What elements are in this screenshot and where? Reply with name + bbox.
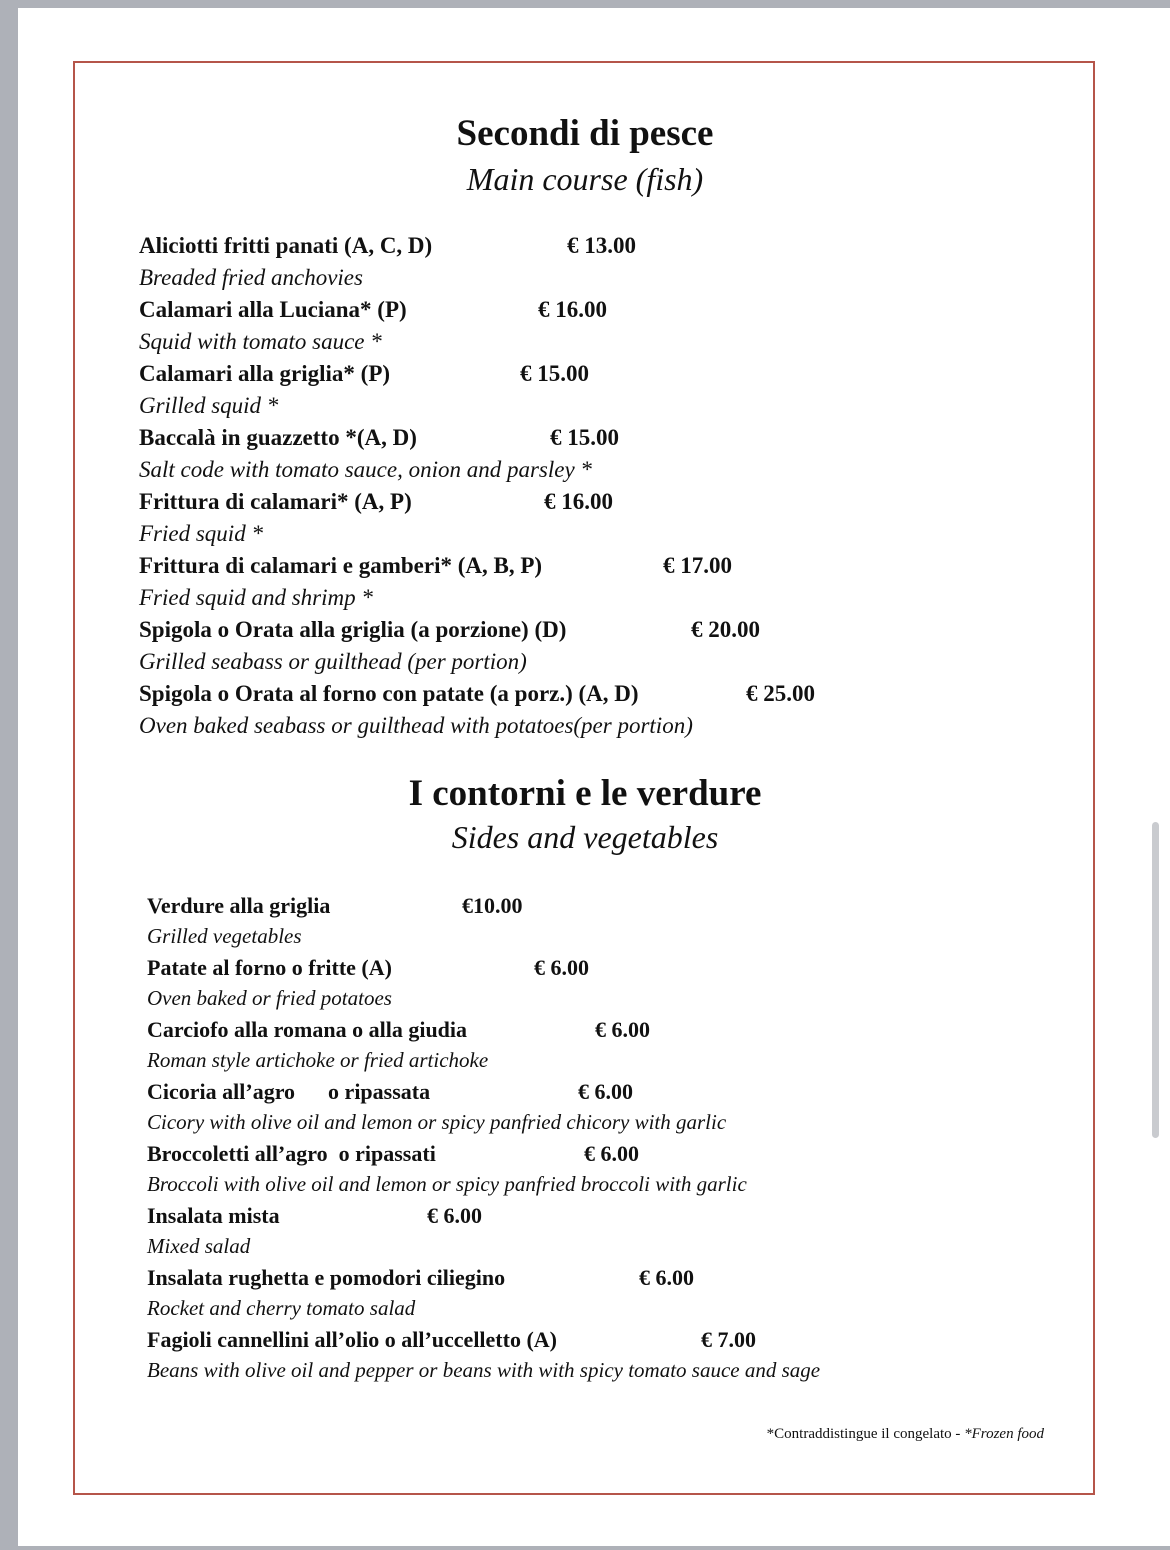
menu-item-price: €10.00 (462, 893, 523, 918)
menu-item-price: € 17.00 (663, 553, 732, 578)
menu-item-name: Calamari alla griglia* (P) (139, 361, 391, 386)
footnote (767, 1426, 1044, 1443)
menu-item-name: Insalata mista (147, 1203, 280, 1228)
menu-item-price: € 6.00 (639, 1265, 694, 1290)
menu-item-price: € 16.00 (544, 489, 613, 514)
menu-item-description: Mixed salad (147, 1234, 251, 1258)
menu-item-price: € 15.00 (550, 425, 619, 450)
menu-item-description: Grilled vegetables (147, 924, 302, 948)
menu-item-description: Fried squid * (139, 521, 263, 546)
menu-item-description: Rocket and cherry tomato salad (147, 1296, 416, 1320)
menu-item-description: Oven baked seabass or guilthead with potatoes(per portion) (139, 713, 693, 738)
menu-item-description: Breaded fried anchovies (139, 265, 363, 290)
menu-item-name: Verdure alla griglia (147, 893, 331, 918)
menu-item-name: Aliciotti fritti panati (A, C, D) (139, 233, 433, 258)
menu-item-description: Salt code with tomato sauce, onion and parsley * (139, 457, 592, 482)
menu-item-description: Roman style artichoke or fried artichoke (147, 1048, 489, 1072)
menu-item-price: € 6.00 (584, 1141, 639, 1166)
menu-item-price: € 6.00 (578, 1079, 633, 1104)
menu-item-price: € 16.00 (538, 297, 607, 322)
menu-item-name: Spigola o Orata alla griglia (a porzione) (D) (139, 617, 567, 642)
menu-item-price: € 25.00 (746, 681, 815, 706)
menu-item-description: Cicory with olive oil and lemon or spicy panfried chicory with garlic (147, 1110, 727, 1134)
menu-item-name: Spigola o Orata al forno con patate (a porz.) (A, D) (139, 681, 639, 706)
menu-item-price: € 6.00 (595, 1017, 650, 1042)
menu-item-name: Baccalà in guazzetto *(A, D) (139, 425, 417, 450)
menu-item-name: Patate al forno o fritte (A) (147, 955, 392, 980)
menu-item-price: € 6.00 (534, 955, 589, 980)
menu-item-name: Fagioli cannellini all’olio o all’uccelletto (A) (147, 1327, 557, 1352)
menu-item-name: Insalata rughetta e pomodori ciliegino (147, 1265, 506, 1290)
menu-item-description: Broccoli with olive oil and lemon or spicy panfried broccoli with garlic (147, 1172, 747, 1196)
menu-item-description: Grilled seabass or guilthead (per portion) (139, 649, 527, 674)
menu-item-price: € 15.00 (520, 361, 589, 386)
menu-item-name: Calamari alla Luciana* (P) (139, 297, 407, 322)
menu-item-description: Beans with olive oil and pepper or beans with with spicy tomato sauce and sage (147, 1358, 821, 1382)
menu-item-name: Frittura di calamari e gamberi* (A, B, P) (139, 553, 543, 578)
menu-item-name: Carciofo alla romana o alla giudia (147, 1017, 468, 1042)
footnote-frozen-food: *Frozen food (964, 1426, 1044, 1442)
menu-item-description: Squid with tomato sauce * (139, 329, 382, 354)
vertical-scrollbar[interactable] (1152, 822, 1159, 1138)
menu-item-name: Frittura di calamari* (A, P) (139, 489, 412, 514)
menu-item-description: Fried squid and shrimp * (139, 585, 373, 610)
menu-page (18, 8, 1170, 1546)
menu-item-description: Grilled squid * (139, 393, 279, 418)
menu-item-description: Oven baked or fried potatoes (147, 986, 392, 1010)
fish-section-subtitle: Main course (fish) (466, 161, 704, 197)
footnote-text: *Contraddistingue il congelato - (766, 1426, 965, 1442)
menu-item-price: € 6.00 (427, 1203, 482, 1228)
menu-item-name: Broccoletti all’agro o ripassati (147, 1141, 436, 1166)
menu-item-price: € 20.00 (691, 617, 760, 642)
sides-section-title: I contorni e le verdure (408, 773, 762, 814)
fish-section-title: Secondi di pesce (456, 113, 714, 154)
menu-item-price: € 13.00 (567, 233, 636, 258)
menu-item-name: Cicoria all’agro o ripassata (147, 1079, 431, 1104)
sides-section-subtitle: Sides and vegetables (451, 819, 719, 855)
menu-item-price: € 7.00 (701, 1327, 756, 1352)
